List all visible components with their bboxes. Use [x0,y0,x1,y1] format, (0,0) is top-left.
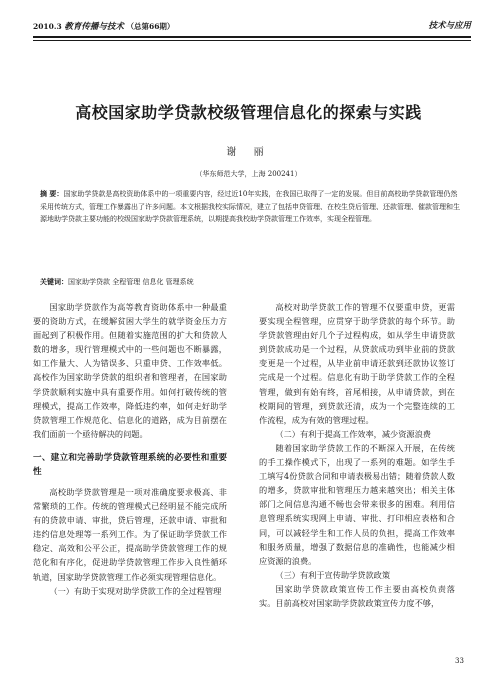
subsection-1-paragraph: 高校对助学贷款工作的管理不仅要重申贷，更需要实现全程管理，应贯穿于助学贷款的每个环节。助学贷款管理由好几个子过程构成，如从学生申请贷款到贷款成功是一个过程，从贷款成功到毕业前的贷款变更是一个过程，从毕业前申请还款到还款协议签订完成是一个过程。信息化有助于助学贷款工作的全程管理，做到有始有终，首尾相接，从申请贷款，到在校期间的管理，到贷款还清，成为一个完整连续的工作流程，成为有效的管理过程。 [259,302,455,425]
right-column [259,300,455,610]
author-affiliation: （华东师范大学，上海 200241） [195,170,302,178]
section-1-paragraph: 高校助学贷款管理是一项对准确度要求极高、非常繁琐的工作。传统的管理模式已经明显不能完成所有的贷款申请、审批，贷后管理，还款申请、审批和违约信息处理等一系列工作。为了保证助学贷款工作稳定、高效和公平公正，提高助学贷款管理工作的规范化和有序化，促进助学贷款管理工作步入良性循环轨道，国家助学贷款管理工作必须实现管理信息化。 [33,486,227,582]
subsection-heading-2: （二）有利于提高工作效率，减少资源浪费 [275,428,431,439]
volume-number: （总第66期） [126,22,175,31]
subsection-heading-1: （一）有助于实现对助学贷款工作的全过程管理 [49,585,222,596]
section-name: 技术与应用 [428,21,471,31]
journal-info [33,20,174,32]
issue-number: 2010.3 [33,22,62,31]
subsection-3-paragraph: 国家助学贷款政策宣传工作主要由高校负责落实。目前高校对国家助学贷款政策宣传力度不够， [259,583,455,608]
left-column [33,300,227,598]
keywords [40,277,460,287]
intro-paragraph: 国家助学贷款作为高等教育资助体系中一种最重要的资助方式，在缓解贫困大学生的就学资金压力方面起到了积极作用。但随着实施范围的扩大和贷款人数的增多，现行管理模式中的一些问题也不断暴露，如工作量大、人为错误多、只重申贷、工作效率低。高校作为国家助学贷款的组织者和管理者，在国家助学贷款顺利实施中具有重要作用。如何打破传统的管理模式，提高工作效率，降低违约率，如何走好助学贷款管理工作规范化、信息化的道路，成为目前摆在我们面前一个亟待解决的问题。 [33,302,227,439]
keywords-label: 关键词： [40,277,68,286]
journal-name: 教育传播与技术 [64,22,124,32]
author-name: 谢 丽 [226,147,271,158]
abstract [40,188,460,226]
abstract-text: 国家助学贷款是高校资助体系中的一项重要内容，经过近10年实践，在我国已取得了一定的发展。但目前高校助学贷款管理仍然采用传统方式，管理工作暴露出了许多问题。本文根据我校实际情况，建立了包括申贷管理、在校生贷后管理、还款管理、催款管理和生源地助学贷款主要功能的校级国家助学贷款管理系统，以期提高我校助学贷款管理工作效率，实现全程管理。 [40,190,460,224]
paper-title: 高校国家助学贷款校级管理信息化的探索与实践 [75,103,422,122]
keywords-text: 国家助学贷款 全程管理 信息化 管理系统 [68,278,194,286]
subsection-heading-3: （三）有利于宣传助学贷款政策 [275,569,391,580]
abstract-label: 摘 要： [40,189,64,198]
page-number: 33 [455,657,464,665]
header-rule-thin [33,40,471,41]
subsection-2-paragraph: 随着国家助学贷款工作的不断深入开展，在传统的手工操作模式下，出现了一系列的难题。如学生手工填写4份贷款合同和申请表极易出错；随着贷款人数的增多，贷款审批和管理压力越来越突出；相关主体部门之间信息沟通不畅也会带来很多的困难。利用信息管理系统实现网上申请、审批、打印相应表格和合同，可以减轻学生和工作人员的负担，提高工作效率和服务质量，增强了数据信息的准确性，也能减少相应资源的浪费。 [259,442,455,566]
header-rule-thick [33,36,471,38]
section-heading-1: 一、建立和完善助学贷款管理系统的必要性和重要性 [33,452,227,477]
running-header [33,18,471,36]
